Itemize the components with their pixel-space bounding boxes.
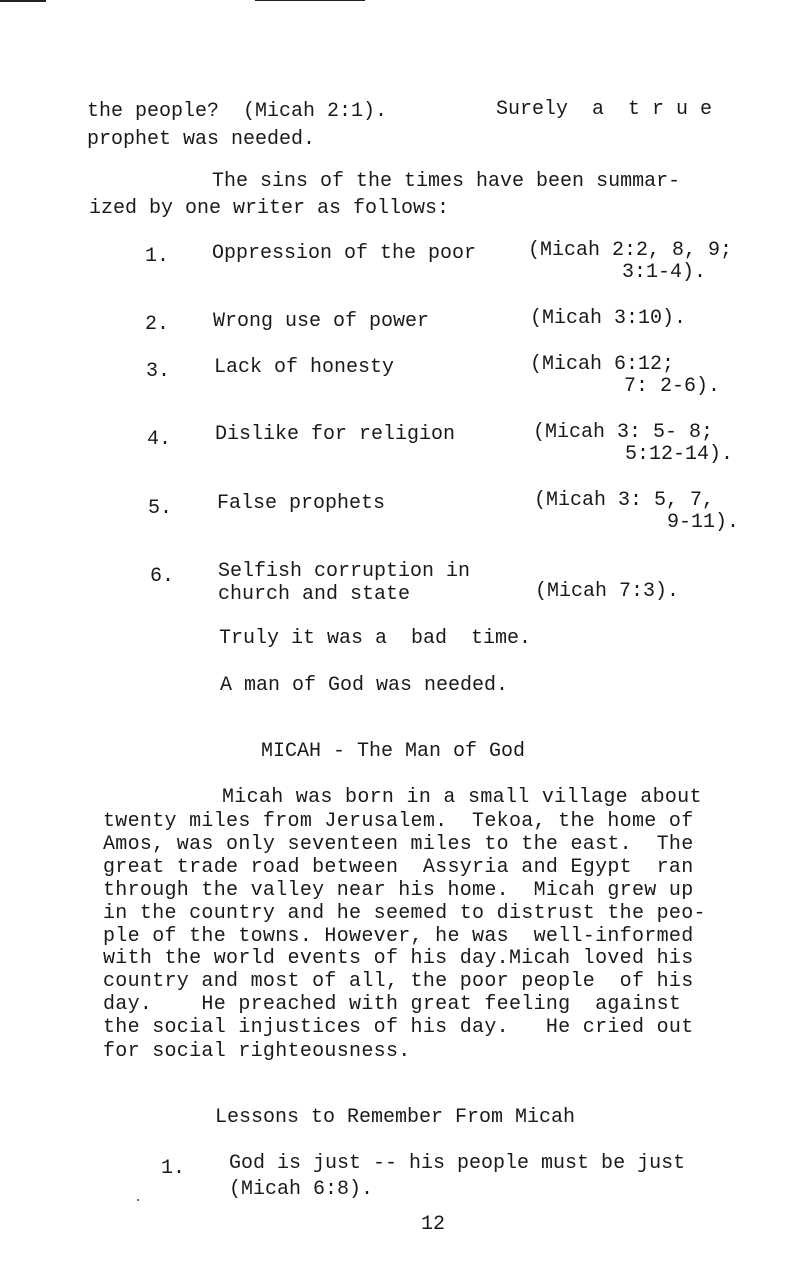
sin-text-cont: church and state (218, 583, 411, 606)
sin-ref: (Micah 6:12; (530, 353, 675, 376)
sin-number: 6. (150, 565, 175, 588)
scan-artifact-left (0, 0, 46, 2)
sin-text: Dislike for religion (215, 423, 456, 446)
section-heading-micah: MICAH - The Man of God (261, 740, 526, 763)
opening-line-left: the people? (Micah 2:1). (87, 100, 388, 123)
lesson-number: 1. (161, 1157, 186, 1180)
sin-number: 2. (145, 313, 170, 336)
sin-ref: (Micah 7:3). (535, 580, 680, 603)
sin-ref: (Micah 3: 5, 7, (534, 489, 715, 512)
lesson-text-cont: (Micah 6:8). (229, 1178, 374, 1201)
sin-ref: (Micah 3: 5- 8; (533, 421, 714, 444)
sin-ref-cont: 7: 2-6). (624, 375, 721, 398)
paragraph-line: with the world events of his day.Micah loved his (103, 947, 694, 970)
paragraph-line: through the valley near his home. Micah grew up (103, 879, 694, 902)
paragraph-line: twenty miles from Jerusalem. Tekoa, the home of (103, 810, 694, 833)
paragraph-line: ple of the towns. However, he was well-informed (103, 925, 694, 948)
sin-ref: (Micah 3:10). (530, 307, 687, 330)
sin-text: Selfish corruption in (218, 560, 471, 583)
lesson-text: God is just -- his people must be just (229, 1152, 686, 1175)
paragraph-line: Micah was born in a small village about (222, 786, 702, 809)
sin-number: 1. (145, 245, 170, 268)
sin-text: Lack of honesty (214, 356, 395, 379)
paragraph-line: the social injustices of his day. He cried out (103, 1016, 694, 1039)
sin-ref-cont: 3:1-4). (622, 261, 707, 284)
sin-text: False prophets (217, 492, 386, 515)
paragraph-line: Amos, was only seventeen miles to the east. The (103, 833, 694, 856)
sin-text: Oppression of the poor (212, 242, 477, 265)
sin-ref: (Micah 2:2, 8, 9; (528, 239, 733, 262)
sin-number: 4. (147, 428, 172, 451)
sin-number: 5. (148, 497, 173, 520)
sin-text: Wrong use of power (213, 310, 430, 333)
closing-line-2: A man of God was needed. (220, 674, 509, 697)
sin-ref-cont: 9-11). (667, 511, 740, 534)
section-heading-lessons: Lessons to Remember From Micah (215, 1106, 576, 1129)
closing-line-1: Truly it was a bad time. (219, 627, 532, 650)
page-number: 12 (421, 1213, 446, 1236)
paragraph-line: day. He preached with great feeling against (103, 993, 682, 1016)
paragraph-line: great trade road between Assyria and Egypt ran (103, 856, 694, 879)
paragraph-line: for social righteousness. (103, 1040, 411, 1063)
intro-line-2: ized by one writer as follows: (89, 197, 450, 220)
scan-speck (137, 1199, 139, 1201)
sin-ref-cont: 5:12-14). (625, 443, 734, 466)
sin-number: 3. (146, 360, 171, 383)
intro-line-1: The sins of the times have been summar- (212, 170, 681, 193)
opening-line-2: prophet was needed. (87, 128, 316, 151)
scan-artifact-mid (255, 0, 365, 1)
paragraph-line: country and most of all, the poor people of his (103, 970, 694, 993)
paragraph-line: in the country and he seemed to distrust the peo- (103, 902, 706, 925)
opening-line-right: Surely a t r u e (496, 98, 713, 121)
